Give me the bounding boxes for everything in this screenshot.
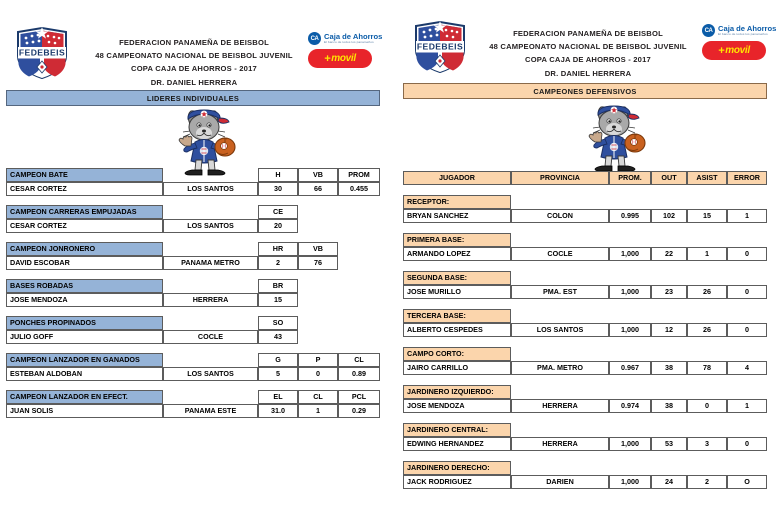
stat-error: 1 <box>727 399 767 413</box>
table-spacer <box>6 381 380 390</box>
spacer-cell <box>338 219 380 233</box>
spacer-cell <box>687 461 727 475</box>
spacer-cell <box>163 353 258 367</box>
table-row <box>6 182 380 196</box>
position-label: RECEPTOR: <box>403 195 511 209</box>
position-header-row <box>403 423 767 437</box>
table-row <box>403 361 767 375</box>
mas-movil-logo <box>702 41 766 60</box>
spacer-cell <box>298 330 338 344</box>
spacer-cell <box>727 461 767 475</box>
player-name: JOSE MENDOZA <box>6 293 163 307</box>
player-province: LOS SANTOS <box>163 182 258 196</box>
stat-column-header: SO <box>258 316 298 330</box>
position-header-row <box>403 233 767 247</box>
stat-group-header-row <box>6 316 380 330</box>
player-province: COLON <box>511 209 609 223</box>
fedebeis-logo-text: FEDEBEIS <box>18 47 66 58</box>
position-header-row <box>403 271 767 285</box>
stat-error: 0 <box>727 323 767 337</box>
stat-value: 0.29 <box>338 404 380 418</box>
spacer-cell <box>298 219 338 233</box>
table-spacer <box>403 299 767 309</box>
player-province: DARIEN <box>511 475 609 489</box>
stat-asist: 15 <box>687 209 727 223</box>
spacer-cell <box>609 271 651 285</box>
fedebeis-logo <box>14 26 70 80</box>
player-name: JOSE MENDOZA <box>403 399 511 413</box>
right-defense-table <box>403 171 767 489</box>
right-header <box>390 0 780 86</box>
player-name: DAVID ESCOBAR <box>6 256 163 270</box>
table-spacer <box>6 270 380 279</box>
spacer-cell <box>727 347 767 361</box>
position-label: JARDINERO IZQUIERDO: <box>403 385 511 399</box>
stat-value: 43 <box>258 330 298 344</box>
spacer-cell <box>727 309 767 323</box>
player-name: JOSE MURILLO <box>403 285 511 299</box>
stat-out: 53 <box>651 437 687 451</box>
movil-name: movil <box>725 45 750 56</box>
stat-error: 0 <box>727 285 767 299</box>
player-name: JACK RODRIGUEZ <box>403 475 511 489</box>
spacer-cell <box>687 309 727 323</box>
stat-prom: 0.995 <box>609 209 651 223</box>
movil-name: movil <box>331 53 356 64</box>
right-header-text <box>480 27 696 80</box>
header-line-2: 48 CAMPEONATO NACIONAL DE BEISBOL JUVENIL <box>489 42 687 52</box>
stat-prom: 1,000 <box>609 247 651 261</box>
header-line-3: COPA CAJA DE AHORROS - 2017 <box>525 55 651 65</box>
player-name: CESAR CORTEZ <box>6 219 163 233</box>
spacer-cell <box>687 233 727 247</box>
player-name: ALBERTO CESPEDES <box>403 323 511 337</box>
spacer-cell <box>651 309 687 323</box>
stat-error: 1 <box>727 209 767 223</box>
spacer-cell <box>338 205 380 219</box>
player-name: ESTEBAN ALDOBAN <box>6 367 163 381</box>
player-name: JULIO GOFF <box>6 330 163 344</box>
caja-tagline: El banco de todos los panameños <box>324 39 374 44</box>
header-line-4: DR. DANIEL HERRERA <box>544 68 632 78</box>
stat-out: 38 <box>651 399 687 413</box>
left-sponsors <box>308 32 392 68</box>
spacer-cell <box>338 279 380 293</box>
right-panel <box>390 0 780 523</box>
spacer-cell <box>651 271 687 285</box>
position-label: SEGUNDA BASE: <box>403 271 511 285</box>
position-header-row <box>403 461 767 475</box>
stat-group-header-row <box>6 353 380 367</box>
spacer-cell <box>727 233 767 247</box>
stat-value: 0.89 <box>338 367 380 381</box>
stat-column-header: PCL <box>338 390 380 404</box>
spacer-cell <box>298 205 338 219</box>
stat-value: 1 <box>298 404 338 418</box>
stat-group-header-row <box>6 242 380 256</box>
shield-icon <box>412 20 468 74</box>
caja-de-ahorros-logo <box>308 32 392 45</box>
spacer-cell <box>727 271 767 285</box>
table-spacer <box>403 223 767 233</box>
spacer-cell <box>338 242 380 256</box>
column-header: JUGADOR <box>403 171 511 185</box>
table-row <box>403 209 767 223</box>
spacer-cell <box>163 205 258 219</box>
table-spacer <box>6 196 380 205</box>
stat-column-header: H <box>258 168 298 182</box>
spacer-cell <box>511 309 609 323</box>
stat-value: 5 <box>258 367 298 381</box>
spacer-cell <box>727 423 767 437</box>
player-province: PMA. EST <box>511 285 609 299</box>
stat-asist: 2 <box>687 475 727 489</box>
spacer-cell <box>609 309 651 323</box>
caja-mark-icon: CA <box>702 24 715 37</box>
stat-asist: 78 <box>687 361 727 375</box>
stat-prom: 1,000 <box>609 323 651 337</box>
stat-group-title: CAMPEON LANZADOR EN EFECT. <box>6 390 163 404</box>
stat-group-title: PONCHES PROPINADOS <box>6 316 163 330</box>
stat-value: 76 <box>298 256 338 270</box>
baseball-mascot-icon <box>578 100 652 174</box>
spacer-cell <box>609 195 651 209</box>
stat-group-header-row <box>6 205 380 219</box>
stat-value: 0 <box>298 367 338 381</box>
column-header: ASIST <box>687 171 727 185</box>
spacer-cell <box>511 423 609 437</box>
player-province: LOS SANTOS <box>163 367 258 381</box>
player-province: COCLE <box>163 330 258 344</box>
spacer-cell <box>338 316 380 330</box>
table-row <box>403 285 767 299</box>
position-header-row <box>403 347 767 361</box>
shield-icon <box>14 26 70 80</box>
column-header: ERROR <box>727 171 767 185</box>
stat-value: 15 <box>258 293 298 307</box>
stat-asist: 1 <box>687 247 727 261</box>
table-spacer <box>6 344 380 353</box>
player-name: EDWING HERNANDEZ <box>403 437 511 451</box>
spacer-cell <box>338 293 380 307</box>
table-row <box>6 367 380 381</box>
stat-column-header: CL <box>338 353 380 367</box>
stat-column-header: CE <box>258 205 298 219</box>
spacer-cell <box>163 242 258 256</box>
spacer-cell <box>687 195 727 209</box>
spacer-cell <box>511 461 609 475</box>
stat-group-title: BASES ROBADAS <box>6 279 163 293</box>
player-name: ARMANDO LOPEZ <box>403 247 511 261</box>
header-line-4: DR. DANIEL HERRERA <box>150 77 238 87</box>
table-spacer <box>403 451 767 461</box>
stat-value: 0.455 <box>338 182 380 196</box>
stat-error: 0 <box>727 247 767 261</box>
spacer-cell <box>338 256 380 270</box>
spacer-cell <box>609 385 651 399</box>
stat-asist: 0 <box>687 399 727 413</box>
table-spacer <box>403 337 767 347</box>
baseball-mascot-icon <box>168 104 242 178</box>
player-province: PANAMA ESTE <box>163 404 258 418</box>
table-spacer <box>6 233 380 242</box>
table-row <box>403 475 767 489</box>
stat-column-header: CL <box>298 390 338 404</box>
player-name: JUAN SOLIS <box>6 404 163 418</box>
defense-column-header-row <box>403 171 767 185</box>
right-sponsors <box>702 24 780 60</box>
spacer-cell <box>511 195 609 209</box>
right-defense-groups <box>403 171 767 489</box>
caja-mark-icon: CA <box>308 32 321 45</box>
stat-column-header: PROM <box>338 168 380 182</box>
spacer-cell <box>298 316 338 330</box>
left-header-text <box>86 36 302 89</box>
player-province: PANAMA METRO <box>163 256 258 270</box>
table-row <box>6 330 380 344</box>
player-province: LOS SANTOS <box>163 219 258 233</box>
player-name: JAIRO CARRILLO <box>403 361 511 375</box>
spacer-cell <box>687 423 727 437</box>
stat-prom: 1,000 <box>609 475 651 489</box>
table-row <box>403 323 767 337</box>
spacer-cell <box>163 168 258 182</box>
stat-prom: 1,000 <box>609 285 651 299</box>
left-stat-groups <box>6 168 380 418</box>
spacer-cell <box>609 347 651 361</box>
left-stats-table <box>6 168 380 418</box>
column-header: PROVINCIA <box>511 171 609 185</box>
stat-group-title: CAMPEON CARRERAS EMPUJADAS <box>6 205 163 219</box>
table-row <box>403 399 767 413</box>
spacer-cell <box>298 293 338 307</box>
spacer-cell <box>651 461 687 475</box>
spacer-cell <box>609 233 651 247</box>
position-header-row <box>403 309 767 323</box>
stat-out: 22 <box>651 247 687 261</box>
right-panel-banner: CAMPEONES DEFENSIVOS <box>403 83 767 99</box>
position-label: PRIMERA BASE: <box>403 233 511 247</box>
spacer-cell <box>511 271 609 285</box>
stat-out: 24 <box>651 475 687 489</box>
stat-column-header: EL <box>258 390 298 404</box>
player-name: BRYAN SANCHEZ <box>403 209 511 223</box>
spacer-cell <box>687 347 727 361</box>
movil-plus: + <box>324 52 331 65</box>
table-row <box>6 293 380 307</box>
stat-error: 4 <box>727 361 767 375</box>
spacer-cell <box>163 279 258 293</box>
position-header-row <box>403 385 767 399</box>
caja-name: Caja de Ahorros <box>718 23 777 33</box>
table-spacer <box>403 185 767 195</box>
table-row <box>6 404 380 418</box>
spacer-cell <box>163 390 258 404</box>
spacer-cell <box>163 316 258 330</box>
stat-out: 102 <box>651 209 687 223</box>
header-line-3: COPA CAJA DE AHORROS - 2017 <box>131 64 257 74</box>
stat-group-header-row <box>6 168 380 182</box>
stat-group-title: CAMPEON LANZADOR EN GANADOS <box>6 353 163 367</box>
player-province: HERRERA <box>511 437 609 451</box>
spacer-cell <box>651 195 687 209</box>
table-spacer <box>403 375 767 385</box>
spacer-cell <box>651 233 687 247</box>
movil-plus: + <box>718 44 725 57</box>
stat-prom: 1,000 <box>609 437 651 451</box>
position-header-row <box>403 195 767 209</box>
stat-asist: 26 <box>687 285 727 299</box>
spacer-cell <box>651 423 687 437</box>
stat-column-header: BR <box>258 279 298 293</box>
player-province: HERRERA <box>511 399 609 413</box>
position-label: TERCERA BASE: <box>403 309 511 323</box>
spacer-cell <box>338 330 380 344</box>
spacer-cell <box>511 385 609 399</box>
caja-de-ahorros-logo <box>702 24 780 37</box>
stat-asist: 26 <box>687 323 727 337</box>
player-province: HERRERA <box>163 293 258 307</box>
player-province: COCLE <box>511 247 609 261</box>
spacer-cell <box>511 347 609 361</box>
column-header: PROM. <box>609 171 651 185</box>
position-label: CAMPO CORTO: <box>403 347 511 361</box>
stat-error: O <box>727 475 767 489</box>
caja-tagline: El banco de todos los panameños <box>718 31 768 36</box>
stat-column-header: HR <box>258 242 298 256</box>
stat-column-header: VB <box>298 242 338 256</box>
header-line-1: FEDERACION PANAMEÑA DE BEISBOL <box>119 38 269 47</box>
table-spacer <box>403 413 767 423</box>
spacer-cell <box>298 279 338 293</box>
table-row <box>6 219 380 233</box>
table-spacer <box>403 261 767 271</box>
stat-value: 20 <box>258 219 298 233</box>
stat-error: 0 <box>727 437 767 451</box>
stat-group-title: CAMPEON JONRONERO <box>6 242 163 256</box>
stat-group-header-row <box>6 390 380 404</box>
stat-column-header: G <box>258 353 298 367</box>
spacer-cell <box>687 271 727 285</box>
fedebeis-logo-right <box>412 20 468 74</box>
player-name: CESAR CORTEZ <box>6 182 163 196</box>
table-spacer <box>6 307 380 316</box>
stat-group-title: CAMPEON BATE <box>6 168 163 182</box>
spacer-cell <box>651 385 687 399</box>
stat-prom: 0.967 <box>609 361 651 375</box>
table-row <box>6 256 380 270</box>
stat-out: 38 <box>651 361 687 375</box>
table-row <box>403 437 767 451</box>
spacer-cell <box>511 233 609 247</box>
stat-column-header: VB <box>298 168 338 182</box>
spacer-cell <box>727 195 767 209</box>
stat-out: 23 <box>651 285 687 299</box>
stat-value: 2 <box>258 256 298 270</box>
stat-out: 12 <box>651 323 687 337</box>
left-header <box>0 0 390 86</box>
stat-value: 31.0 <box>258 404 298 418</box>
player-province: LOS SANTOS <box>511 323 609 337</box>
position-label: JARDINERO CENTRAL: <box>403 423 511 437</box>
spacer-cell <box>651 347 687 361</box>
spacer-cell <box>727 385 767 399</box>
stat-value: 30 <box>258 182 298 196</box>
stat-group-header-row <box>6 279 380 293</box>
stat-asist: 3 <box>687 437 727 451</box>
stat-column-header: P <box>298 353 338 367</box>
spacer-cell <box>609 423 651 437</box>
spacer-cell <box>687 385 727 399</box>
svg-text:FEDEBEIS: FEDEBEIS <box>416 41 464 52</box>
header-line-2: 48 CAMPEONATO NACIONAL DE BEISBOL JUVENIL <box>95 51 293 61</box>
mas-movil-logo <box>308 49 372 68</box>
position-label: JARDINERO DERECHO: <box>403 461 511 475</box>
table-row <box>403 247 767 261</box>
caja-name: Caja de Ahorros <box>324 31 383 41</box>
spacer-cell <box>609 461 651 475</box>
column-header: OUT <box>651 171 687 185</box>
stat-prom: 0.974 <box>609 399 651 413</box>
left-panel-banner: LIDERES INDIVIDUALES <box>6 90 380 106</box>
stat-value: 66 <box>298 182 338 196</box>
header-line-1: FEDERACION PANAMEÑA DE BEISBOL <box>513 29 663 38</box>
player-province: PMA. METRO <box>511 361 609 375</box>
